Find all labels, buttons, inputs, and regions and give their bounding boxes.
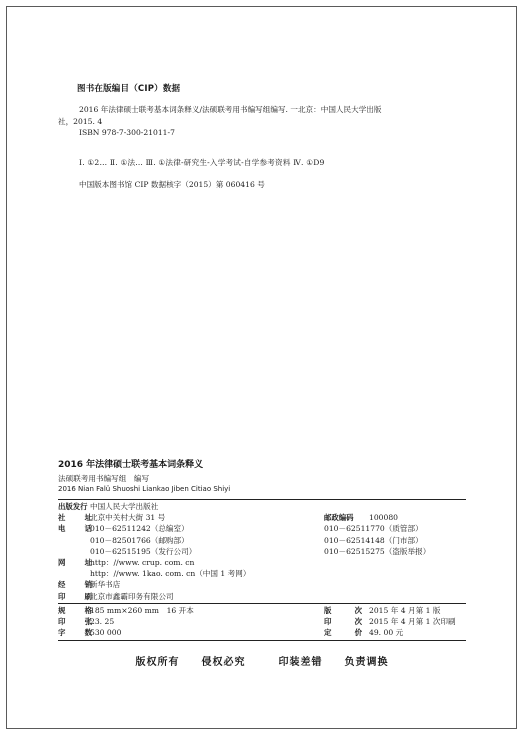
edition-value: 2015 年 4 月第 1 版 (369, 605, 441, 615)
imprint-row-publisher (58, 501, 466, 512)
price-value: 49. 00 元 (369, 628, 404, 638)
printer-label: 印 刷 (58, 591, 92, 601)
phone-left-3: 010－62515195（发行公司） (90, 546, 197, 556)
book-pinyin-title: 2016 Nian Falü Shuoshi Liankao Jiben Citiao Shiyi (58, 485, 231, 493)
address-value: 北京中关村大街 31 号 (90, 513, 166, 523)
divider-rule (58, 499, 466, 500)
imprint-row-phone-2 (58, 535, 466, 546)
imprint-table (58, 501, 466, 641)
cip-entry (58, 104, 462, 139)
printer-value: 北京市鑫霸印务有限公司 (90, 591, 174, 601)
postcode-label: 邮政编码 (324, 513, 354, 523)
phone-right-3: 010－62515275（盗版举报） (324, 546, 431, 556)
imprint-row-distributor (58, 579, 466, 590)
address-label: 社 址 (58, 513, 92, 523)
postcode-value: 100080 (369, 513, 398, 523)
imprint-row-printer (58, 591, 466, 602)
copyright-slogan: 版权所有 侵权必究 印装差错 负责调换 (135, 657, 389, 668)
imprint-row-website-2 (58, 568, 466, 579)
cip-classification: Ⅰ. ①2… Ⅱ. ①法… Ⅲ. ①法律-研究生-入学考试-自学参考资料 Ⅳ. ①D9 (79, 158, 325, 167)
distributor-label: 经 销 (58, 580, 92, 590)
imprint-row-website-1 (58, 557, 466, 568)
book-title: 2016 年法律硕士联考基本词条释义 (58, 460, 204, 470)
imprint-row-sheets (58, 616, 466, 627)
cip-isbn: ISBN 978-7-300-21011-7 (79, 128, 175, 138)
cip-heading: 图书在版编目（CIP）数据 (77, 84, 181, 94)
phone-left-2: 010－82501766（邮购部） (90, 535, 189, 545)
phone-left-1: 010－62511242（总编室） (90, 524, 189, 534)
words-value: 530 000 (90, 628, 122, 638)
cip-record-number: 中国版本图书馆 CIP 数据核字（2015）第 060416 号 (79, 180, 265, 189)
website-label: 网 址 (58, 557, 92, 567)
phone-label: 电 话 (58, 524, 92, 534)
imprint-row-address (58, 512, 466, 523)
words-label: 字 数 (58, 628, 92, 638)
sheets-value: 23. 25 (90, 616, 115, 626)
website-link-1[interactable]: http：//www. crup. com. cn (90, 557, 195, 567)
edition-label: 版 次 (324, 605, 362, 615)
imprint-row-phone-1 (58, 523, 466, 534)
sheets-label: 印 张 (58, 616, 92, 626)
spec-label: 规 格 (58, 605, 92, 615)
book-info (58, 459, 466, 500)
publisher-label: 出版发行 (58, 502, 88, 511)
phone-right-1: 010－62511770（质管部） (324, 524, 423, 534)
imprint-row-spec (58, 605, 466, 616)
imprint-row-words (58, 627, 466, 638)
imprint-row-phone-3 (58, 546, 466, 557)
distributor-value: 新华书店 (90, 580, 121, 590)
imprint-bottom-rule (58, 640, 466, 641)
impression-value: 2015 年 4 月第 1 次印刷 (369, 616, 456, 626)
imprint-divider (58, 603, 466, 604)
website-link-2[interactable]: http：//www. 1kao. com. cn（中国 1 考网） (90, 569, 251, 579)
publisher-value: 中国人民大学出版社 (90, 502, 159, 511)
book-author: 法硕联考用书编写组 编写 (58, 474, 150, 483)
phone-right-2: 010－62514148（门市部） (324, 535, 423, 545)
spec-value: 185 mm×260 mm 16 开本 (90, 605, 194, 615)
price-label: 定 价 (324, 628, 362, 638)
cip-entry-line2: 社，2015. 4 (58, 116, 103, 126)
cip-entry-line1: 2016 年法律硕士联考基本词条释义/法硕联考用书编写组编写. 一北京：中国人民大学出版 (79, 105, 382, 114)
impression-label: 印 次 (324, 616, 362, 626)
